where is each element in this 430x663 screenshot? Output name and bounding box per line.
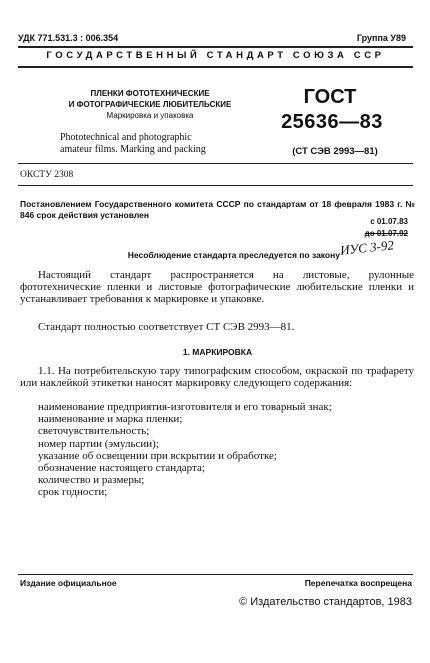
title-ru-line1: ПЛЕНКИ ФОТОТЕХНИЧЕСКИЕ	[90, 89, 210, 98]
gost-label: ГОСТ	[303, 86, 357, 108]
title-ru-line2: И ФОТОГРАФИЧЕСКИЕ ЛЮБИТЕЛЬСКИЕ	[68, 100, 232, 109]
list-item: указание об освещении при вскрытии и обработке;	[38, 449, 277, 462]
gost-number: 25636—83	[281, 111, 383, 133]
state-standard-banner: ГОСУДАРСТВЕННЫЙ СТАНДАРТ СОЮЗА ССР	[46, 50, 385, 61]
compliance-paragraph: Стандарт полностью соответствует СТ СЭВ 2993—81.	[38, 321, 295, 333]
title-ru-line3: Маркировка и упаковка	[106, 111, 194, 120]
validity-from: с 01.07.83	[370, 217, 408, 226]
title-russian	[40, 88, 260, 121]
list-item: светочувствительность;	[38, 425, 150, 438]
list-item: количество и размеры;	[38, 474, 145, 487]
list-item: срок годности;	[38, 486, 108, 499]
section-heading-marking: 1. МАРКИРОВКА	[182, 347, 253, 357]
copyright-notice: © Издательство стандартов, 1983	[239, 596, 412, 608]
title-en-line1: Phototechnical and photographic	[60, 132, 192, 143]
scope-paragraph: Настоящий стандарт распространяется на листовые, рулонные фототехнические пленки и листовые фотографические любительские пленки и устанавливает требования к маркировке и упаковке.	[20, 269, 414, 305]
validity-until: до 01.07.92	[364, 229, 408, 238]
banner-rule	[18, 66, 413, 68]
st-sev-reference: (СТ СЭВ 2993—81)	[292, 146, 378, 157]
decree-text: Постановлением Государственного комитета СССР по стандартам от 18 февраля 1983 г. № 846 срок действия установлен	[20, 199, 415, 220]
list-item: наименование предприятия-изготовителя и его товарный знак;	[38, 401, 332, 413]
list-item: обозначение настоящего стандарта;	[38, 462, 205, 475]
handwritten-note: ИУС 3-92	[339, 237, 395, 258]
okstu-code: ОКСТУ 2308	[20, 170, 74, 180]
title-en-line2: amateur films. Marking and packing	[60, 144, 206, 155]
okstu-rule	[18, 185, 413, 186]
list-item: номер партии (эмульсии);	[38, 437, 159, 450]
footer-rule	[18, 574, 413, 575]
group-code: Группа У89	[356, 33, 406, 43]
reprint-prohibited-label: Перепечатка воспрещена	[304, 578, 412, 588]
list-item: наименование и марка пленки;	[38, 413, 183, 426]
official-edition-label: Издание официальное	[20, 578, 117, 588]
top-rule	[18, 46, 413, 48]
violation-note: Несоблюдение стандарта преследуется по закону	[127, 250, 340, 260]
marking-list	[38, 401, 418, 499]
title-english	[60, 132, 206, 156]
clause-1-1: 1.1. На потребительскую тару типографским способом, окраской по трафарету или наклейкой этикетки наносят маркировку следующего содержания:	[20, 365, 414, 389]
title-rule	[18, 163, 413, 164]
udk-code: УДК 771.531.3 : 006.354	[18, 33, 119, 43]
